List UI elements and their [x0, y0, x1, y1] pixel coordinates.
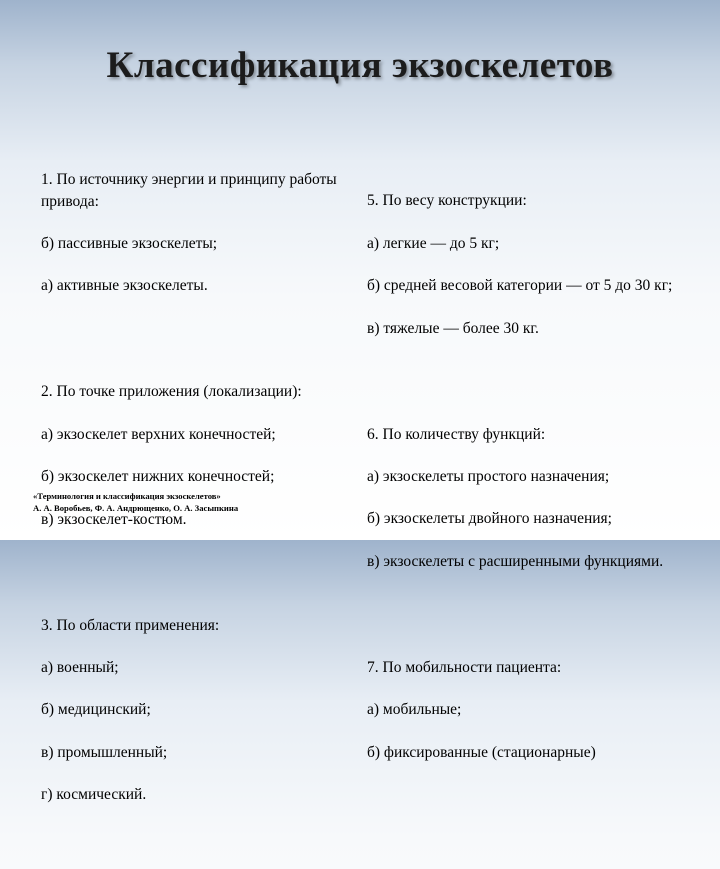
list-item: а) экзоскелеты простого назначения;	[367, 468, 610, 486]
slide-title: Классификация экзоскелетов	[106, 45, 614, 86]
list-item: в) экзоскелет-костюм.	[41, 510, 187, 528]
classification-block-6	[367, 402, 717, 593]
list-item: б) медицинский;	[41, 701, 151, 719]
block-heading: 1. По источнику энергии и принципу работы привода:	[41, 171, 337, 210]
list-item: г) космический.	[41, 786, 147, 804]
block-heading: 3. По области применения:	[41, 616, 220, 634]
citation-title: «Терминология и классификация экзоскелетов»	[33, 491, 221, 501]
list-item: а) экзоскелет верхних конечностей;	[41, 425, 276, 443]
classification-block-2	[41, 360, 361, 551]
classification-block-1	[41, 148, 361, 318]
list-item: а) легкие — до 5 кг;	[367, 234, 500, 252]
list-item: в) экзоскелеты с расширенными функциями.	[367, 552, 664, 570]
block-heading: 2. По точке приложения (локализации):	[41, 383, 302, 401]
block-heading: 7. По мобильности пациента:	[367, 658, 562, 676]
list-item: б) средней весовой категории — от 5 до 30 кг;	[367, 277, 673, 295]
list-item: а) мобильные;	[367, 701, 462, 719]
list-item: б) экзоскелет нижних конечностей;	[41, 468, 275, 486]
list-item: б) пассивные экзоскелеты;	[41, 235, 218, 253]
list-item: в) тяжелые — более 30 кг.	[367, 319, 539, 337]
block-heading: 6. По количеству функций:	[367, 425, 546, 443]
list-item: в) промышленный;	[41, 743, 168, 761]
list-item: а) военный;	[41, 659, 119, 677]
source-citation	[33, 491, 333, 514]
list-item: б) фиксированные (стационарные)	[367, 743, 596, 761]
block-heading: 5. По весу конструкции:	[367, 192, 527, 210]
right-column	[367, 148, 717, 826]
classification-block-3	[41, 593, 361, 826]
list-item: б) экзоскелеты двойного назначения;	[367, 510, 612, 528]
list-item: а) активные экзоскелеты.	[41, 277, 208, 295]
classification-block-7	[367, 636, 717, 784]
citation-authors: А. А. Воробьев, Ф. А. Андрющенко, О. А. Засыпкина	[33, 502, 239, 513]
classification-block-5	[367, 169, 717, 360]
